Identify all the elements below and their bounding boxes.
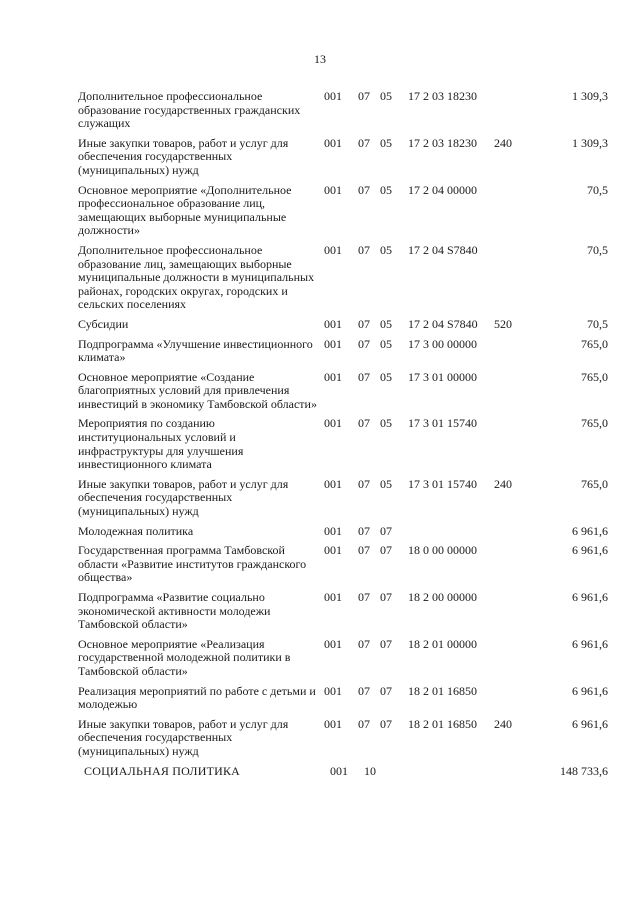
row-ved: 001 bbox=[324, 636, 342, 651]
row-rz: 07 bbox=[358, 590, 370, 604]
row-csr: 17 3 01 00000 bbox=[408, 369, 477, 384]
table-row bbox=[78, 318, 608, 332]
row-vr: 520 bbox=[494, 316, 512, 331]
row-csr: 17 2 04 00000 bbox=[408, 182, 477, 197]
row-name: Дополнительное профессиональное образование государственных гражданских служащих bbox=[78, 89, 301, 131]
row-csr: 17 2 04 S7840 bbox=[408, 242, 478, 257]
row-csr: 17 3 01 15740 bbox=[408, 476, 477, 491]
row-name: Молодежная политика bbox=[78, 523, 194, 538]
row-ved: 001 bbox=[324, 523, 342, 538]
row-sum: 6 961,6 bbox=[572, 683, 608, 698]
row-name: Дополнительное профессиональное образование лиц, замещающих выборные муниципальные должности в муниципальных районах, городских округах, городских и сельских поселениях bbox=[78, 242, 315, 312]
table-row bbox=[78, 718, 608, 759]
row-ved: 001 bbox=[324, 683, 342, 698]
row-rz: 07 bbox=[358, 316, 370, 331]
row-sum: 70,5 bbox=[587, 316, 608, 331]
row-rz: 10 bbox=[364, 763, 376, 778]
row-csr: 18 2 00 00000 bbox=[408, 590, 477, 604]
table-row bbox=[78, 638, 608, 679]
row-pr: 07 bbox=[380, 590, 392, 604]
row-rz: 07 bbox=[358, 543, 370, 558]
row-pr: 05 bbox=[380, 416, 392, 431]
table-row bbox=[78, 544, 608, 585]
table-row bbox=[78, 244, 608, 312]
row-pr: 05 bbox=[380, 182, 392, 197]
table-row bbox=[78, 371, 608, 412]
row-csr: 18 2 01 16850 bbox=[408, 683, 477, 698]
row-pr: 05 bbox=[380, 242, 392, 257]
table-row bbox=[78, 90, 608, 131]
row-csr: 18 0 00 00000 bbox=[408, 543, 477, 558]
row-pr: 07 bbox=[380, 636, 392, 651]
row-rz: 07 bbox=[358, 242, 370, 257]
row-csr: 17 2 03 18230 bbox=[408, 89, 477, 103]
row-name: Субсидии bbox=[78, 316, 129, 331]
page-number: 13 bbox=[314, 52, 326, 66]
row-sum: 765,0 bbox=[581, 369, 608, 384]
row-ved: 001 bbox=[324, 590, 342, 604]
row-ved: 001 bbox=[324, 543, 342, 558]
table-row bbox=[78, 478, 608, 519]
row-name: Иные закупки товаров, работ и услуг для обеспечения государственных (муниципальных) нужд bbox=[78, 135, 289, 177]
row-ved: 001 bbox=[324, 316, 342, 331]
row-pr: 07 bbox=[380, 543, 392, 558]
row-sum: 6 961,6 bbox=[572, 523, 608, 538]
row-rz: 07 bbox=[358, 416, 370, 431]
row-name: Подпрограмма «Улучшение инвестиционного климата» bbox=[78, 336, 313, 365]
table-row bbox=[78, 765, 608, 779]
row-sum: 6 961,6 bbox=[572, 543, 608, 558]
row-rz: 07 bbox=[358, 683, 370, 698]
row-vr: 240 bbox=[494, 476, 512, 491]
row-sum: 6 961,6 bbox=[572, 716, 608, 731]
row-name: Реализация мероприятий по работе с детьми и молодежью bbox=[78, 683, 316, 712]
row-sum: 1 309,3 bbox=[572, 135, 608, 150]
row-pr: 05 bbox=[380, 336, 392, 351]
row-csr: 17 2 03 18230 bbox=[408, 135, 477, 150]
budget-table bbox=[78, 90, 608, 784]
row-pr: 07 bbox=[380, 716, 392, 731]
row-pr: 05 bbox=[380, 316, 392, 331]
row-vr: 240 bbox=[494, 135, 512, 150]
row-name: Государственная программа Тамбовской области «Развитие институтов гражданского общества» bbox=[78, 543, 307, 585]
row-name: СОЦИАЛЬНАЯ ПОЛИТИКА bbox=[84, 763, 241, 778]
row-pr: 05 bbox=[380, 369, 392, 384]
row-ved: 001 bbox=[324, 476, 342, 491]
row-sum: 148 733,6 bbox=[560, 763, 608, 778]
row-pr: 05 bbox=[380, 476, 392, 491]
table-row bbox=[78, 525, 608, 539]
row-rz: 07 bbox=[358, 636, 370, 651]
row-rz: 07 bbox=[358, 89, 370, 103]
table-row bbox=[78, 338, 608, 365]
row-name: Основное мероприятие «Создание благоприятных условий для привлечения инвестиций в экономику Тамбовской области» bbox=[78, 369, 317, 411]
row-rz: 07 bbox=[358, 369, 370, 384]
row-sum: 765,0 bbox=[581, 336, 608, 351]
row-sum: 765,0 bbox=[581, 416, 608, 431]
row-pr: 07 bbox=[380, 683, 392, 698]
row-ved: 001 bbox=[324, 135, 342, 150]
row-vr: 240 bbox=[494, 716, 512, 731]
row-sum: 70,5 bbox=[587, 182, 608, 197]
row-sum: 70,5 bbox=[587, 242, 608, 257]
row-csr: 17 2 04 S7840 bbox=[408, 316, 478, 331]
table-row bbox=[78, 417, 608, 471]
row-csr: 18 2 01 00000 bbox=[408, 636, 477, 651]
row-pr: 05 bbox=[380, 89, 392, 103]
row-rz: 07 bbox=[358, 336, 370, 351]
table-row bbox=[78, 137, 608, 178]
row-ved: 001 bbox=[324, 716, 342, 731]
row-ved: 001 bbox=[324, 369, 342, 384]
row-name: Подпрограмма «Развитие социально экономической активности молодежи Тамбовской области» bbox=[78, 590, 271, 632]
row-rz: 07 bbox=[358, 135, 370, 150]
table-row bbox=[78, 184, 608, 238]
row-pr: 07 bbox=[380, 523, 392, 538]
row-csr: 17 3 01 15740 bbox=[408, 416, 477, 431]
table-row bbox=[78, 591, 608, 632]
row-ved: 001 bbox=[324, 89, 342, 103]
row-ved: 001 bbox=[324, 182, 342, 197]
row-name: Иные закупки товаров, работ и услуг для обеспечения государственных (муниципальных) нужд bbox=[78, 716, 289, 758]
row-ved: 001 bbox=[324, 242, 342, 257]
row-pr: 05 bbox=[380, 135, 392, 150]
row-sum: 6 961,6 bbox=[572, 590, 608, 604]
row-rz: 07 bbox=[358, 716, 370, 731]
row-name: Основное мероприятие «Реализация государственной молодежной политики в Тамбовской области» bbox=[78, 636, 291, 678]
row-sum: 765,0 bbox=[581, 476, 608, 491]
row-csr: 17 3 00 00000 bbox=[408, 336, 477, 351]
row-name: Иные закупки товаров, работ и услуг для обеспечения государственных (муниципальных) нужд bbox=[78, 476, 289, 519]
row-sum: 1 309,3 bbox=[572, 89, 608, 103]
row-rz: 07 bbox=[358, 523, 370, 538]
row-rz: 07 bbox=[358, 476, 370, 491]
row-csr: 18 2 01 16850 bbox=[408, 716, 477, 731]
row-ved: 001 bbox=[324, 336, 342, 351]
row-name: Мероприятия по созданию институциональных условий и инфраструктуры для улучшения инвестиционного климата bbox=[78, 416, 244, 472]
row-name: Основное мероприятие «Дополнительное профессиональное образование лиц, замещающих выборные муниципальные должности» bbox=[78, 182, 292, 238]
table-row bbox=[78, 685, 608, 712]
row-ved: 001 bbox=[324, 416, 342, 431]
row-rz: 07 bbox=[358, 182, 370, 197]
row-sum: 6 961,6 bbox=[572, 636, 608, 651]
row-ved: 001 bbox=[330, 763, 348, 778]
